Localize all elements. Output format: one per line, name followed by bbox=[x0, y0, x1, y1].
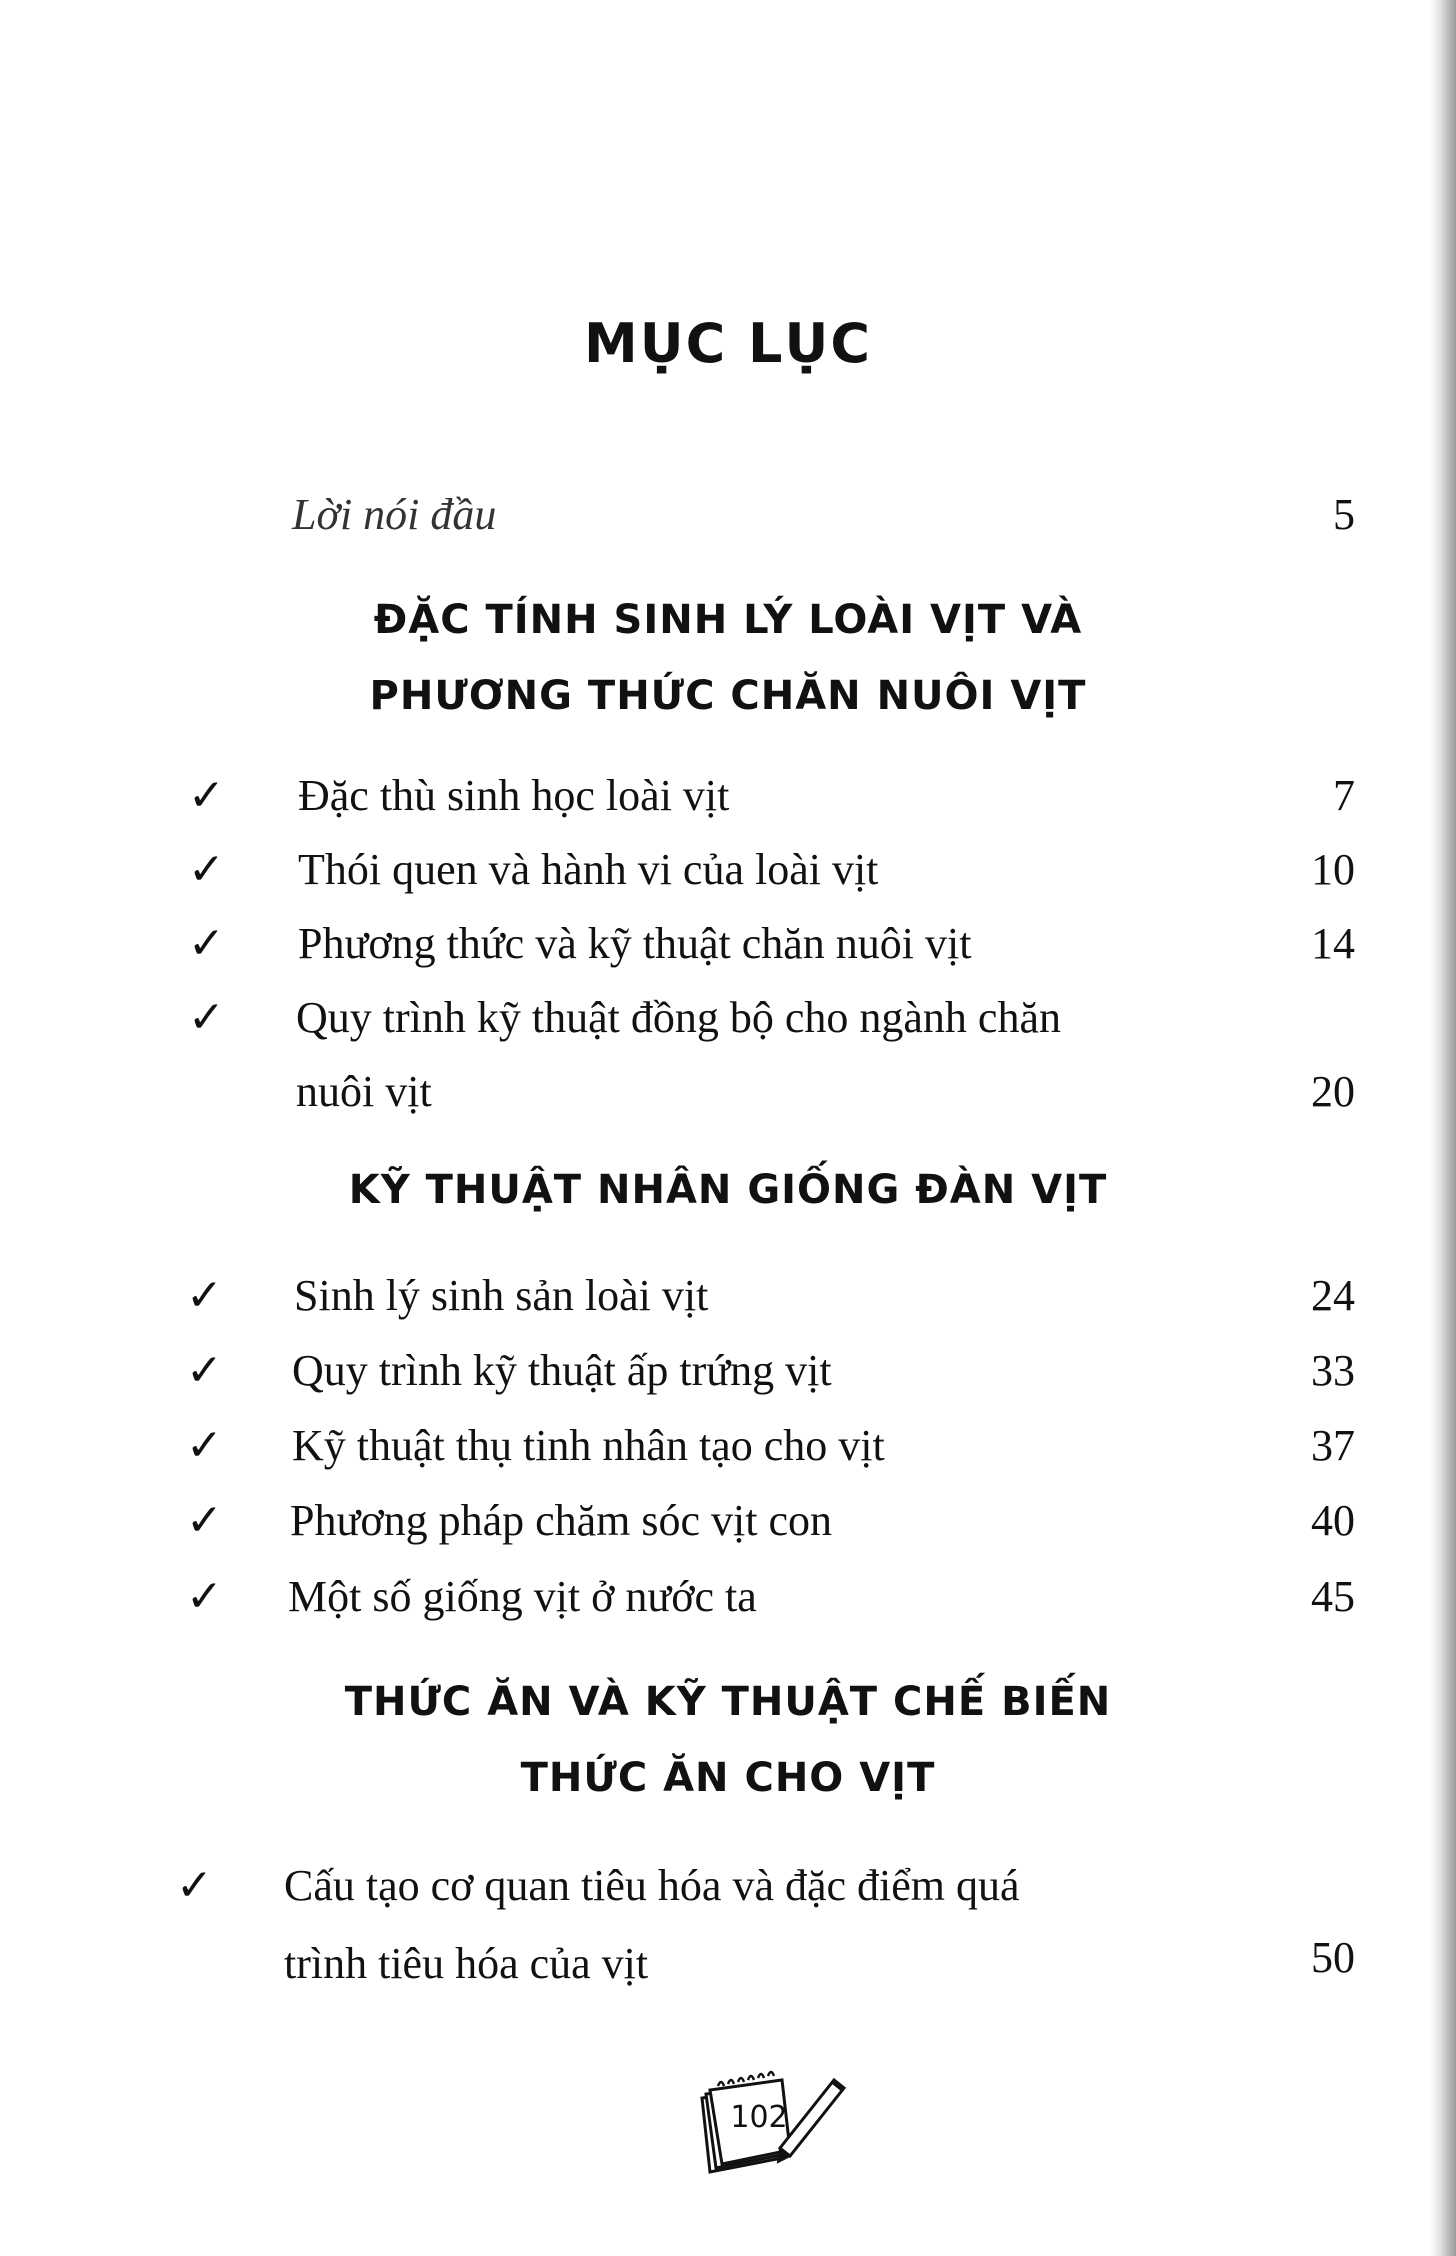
toc-entry-label-cont: nuôi vịt bbox=[296, 1067, 432, 1116]
toc-entry-label: Cấu tạo cơ quan tiêu hóa và đặc điểm quá bbox=[284, 1861, 1020, 1910]
toc-entry[interactable] bbox=[0, 840, 1456, 900]
section-heading bbox=[0, 1664, 1456, 1816]
toc-entry-page: 14 bbox=[1311, 919, 1355, 968]
toc-entry[interactable] bbox=[0, 988, 1456, 1122]
toc-entry-page: 40 bbox=[1311, 1496, 1355, 1545]
toc-entry-label: Phương pháp chăm sóc vịt con bbox=[290, 1496, 833, 1545]
toc-entry-page: 45 bbox=[1311, 1572, 1355, 1621]
section-heading bbox=[0, 1152, 1456, 1228]
section-heading-line: ĐẶC TÍNH SINH LÝ LOÀI VỊT VÀ bbox=[373, 597, 1083, 643]
section-heading-line: PHƯƠNG THỨC CHĂN NUÔI VỊT bbox=[369, 673, 1087, 719]
toc-entry-preface[interactable] bbox=[0, 485, 1456, 545]
check-mark-icon: ✓ bbox=[186, 1345, 223, 1396]
check-mark-icon: ✓ bbox=[186, 1420, 223, 1471]
toc-entry[interactable] bbox=[0, 914, 1456, 974]
check-mark-icon: ✓ bbox=[186, 1270, 223, 1321]
toc-entry-page: 7 bbox=[1333, 771, 1355, 820]
toc-entry[interactable] bbox=[0, 1491, 1456, 1551]
toc-entry-page: 33 bbox=[1311, 1346, 1355, 1395]
toc-entry[interactable] bbox=[0, 1341, 1456, 1401]
check-mark-icon: ✓ bbox=[186, 1571, 223, 1622]
toc-entry-label: Kỹ thuật thụ tinh nhân tạo cho vịt bbox=[292, 1421, 885, 1470]
check-mark-icon: ✓ bbox=[188, 844, 225, 895]
toc-entry-page: 5 bbox=[1333, 490, 1355, 539]
toc-entry-label: Sinh lý sinh sản loài vịt bbox=[294, 1271, 709, 1320]
toc-entry-page: 10 bbox=[1311, 845, 1355, 894]
page-title: MỤC LỤC bbox=[584, 312, 872, 375]
section-heading-line: THỨC ĂN VÀ KỸ THUẬT CHẾ BIẾN bbox=[344, 1679, 1112, 1725]
check-mark-icon: ✓ bbox=[186, 1495, 223, 1546]
page-number: 102 bbox=[730, 2100, 788, 2135]
toc-entry-label: Thói quen và hành vi của loài vịt bbox=[298, 845, 879, 894]
toc-entry-label: Một số giống vịt ở nước ta bbox=[288, 1572, 757, 1621]
toc-entry-page: 37 bbox=[1311, 1421, 1355, 1470]
toc-entry-label: Lời nói đầu bbox=[292, 490, 497, 539]
section-heading-line: THỨC ĂN CHO VỊT bbox=[520, 1755, 936, 1801]
section-heading-line: KỸ THUẬT NHÂN GIỐNG ĐÀN VỊT bbox=[348, 1167, 1108, 1213]
check-mark-icon: ✓ bbox=[188, 770, 225, 821]
check-mark-icon: ✓ bbox=[188, 918, 225, 969]
toc-entry-page: 50 bbox=[1311, 1933, 1355, 1982]
toc-entry-page: 24 bbox=[1311, 1271, 1355, 1320]
toc-entry-label: Đặc thù sinh học loài vịt bbox=[298, 771, 730, 820]
toc-entry-label: Phương thức và kỹ thuật chăn nuôi vịt bbox=[298, 919, 972, 968]
toc-entry-page: 20 bbox=[1311, 1067, 1355, 1116]
section-heading bbox=[0, 582, 1456, 734]
toc-entry[interactable] bbox=[0, 1567, 1456, 1627]
toc-entry-label: Quy trình kỹ thuật ấp trứng vịt bbox=[292, 1346, 832, 1395]
page-number-badge bbox=[694, 2060, 854, 2180]
toc-entry[interactable] bbox=[0, 1856, 1456, 1996]
check-mark-icon: ✓ bbox=[188, 992, 225, 1043]
toc-entry-label-cont: trình tiêu hóa của vịt bbox=[284, 1939, 649, 1988]
toc-entry[interactable] bbox=[0, 1416, 1456, 1476]
toc-entry-label: Quy trình kỹ thuật đồng bộ cho ngành chăn bbox=[296, 993, 1061, 1042]
toc-entry[interactable] bbox=[0, 1266, 1456, 1326]
check-mark-icon: ✓ bbox=[176, 1860, 213, 1911]
toc-entry[interactable] bbox=[0, 766, 1456, 826]
